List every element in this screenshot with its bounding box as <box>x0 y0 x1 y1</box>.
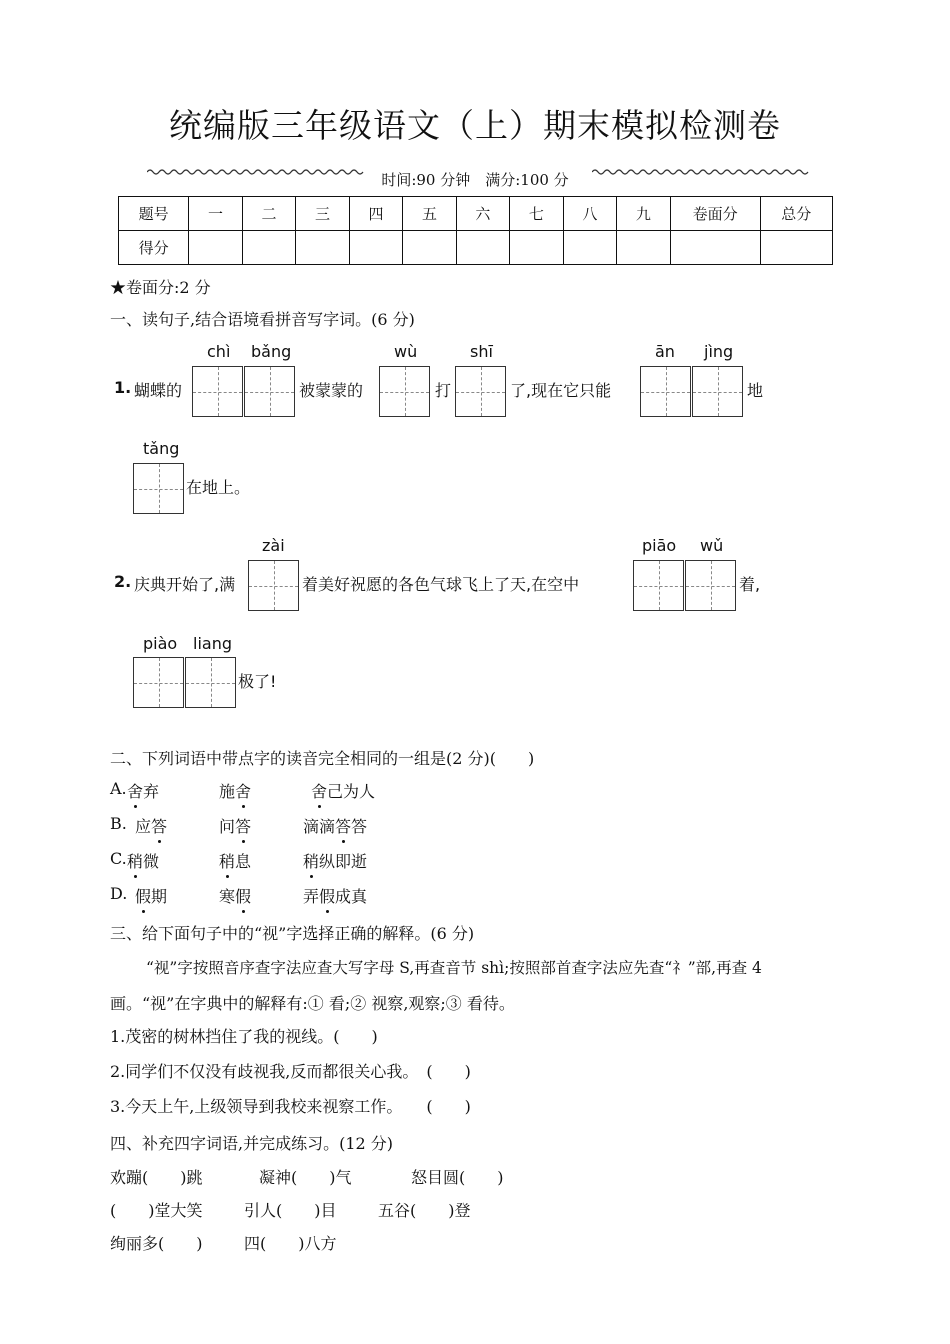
header-cell: 七 <box>510 197 563 231</box>
score-cell[interactable] <box>617 231 670 265</box>
writing-box[interactable] <box>692 366 743 417</box>
header-cell: 八 <box>563 197 616 231</box>
score-table-score-row <box>119 231 833 265</box>
pinyin: shī <box>470 342 493 361</box>
option-label: C. <box>110 849 127 868</box>
exam-info: 时间:90 分钟 满分:100 分 <box>381 171 569 189</box>
sentence-text: 在地上。 <box>186 478 251 497</box>
pinyin: piào <box>143 634 178 653</box>
dotted-char: 稍 <box>303 849 319 872</box>
score-table <box>118 196 833 265</box>
writing-box[interactable] <box>192 366 243 417</box>
option-word: 稍息 <box>219 849 251 872</box>
pinyin: wǔ <box>700 536 724 555</box>
pinyin: liang <box>193 634 232 653</box>
dotted-char: 答 <box>235 814 251 837</box>
score-cell[interactable] <box>760 231 832 265</box>
option-word: 寒假 <box>219 884 251 907</box>
option-word: 舍弃 <box>127 779 159 802</box>
sentence-number: 1. <box>114 378 132 397</box>
header-cell: 三 <box>296 197 349 231</box>
page-title: 统编版三年级语文（上）期末模拟检测卷 <box>169 106 781 145</box>
sentence-text: 着美好祝愿的各色气球飞上了天,在空中 <box>302 575 580 594</box>
score-cell[interactable] <box>189 231 242 265</box>
idiom-blank[interactable]: 欢蹦( )跳 <box>110 1168 203 1187</box>
score-cell[interactable] <box>456 231 509 265</box>
writing-box[interactable] <box>633 560 684 611</box>
dotted-char: 舍 <box>311 779 327 802</box>
option-c[interactable] <box>110 849 127 868</box>
header-cell: 总分 <box>760 197 832 231</box>
pinyin: jìng <box>704 342 734 361</box>
score-table-header-row <box>119 197 833 231</box>
sentence-text: 打 <box>435 381 452 400</box>
dotted-char: 稍 <box>127 849 143 872</box>
score-cell[interactable] <box>296 231 349 265</box>
dotted-char: 假 <box>235 884 251 907</box>
option-word: 弄假成真 <box>303 884 367 907</box>
idiom-blank[interactable]: 引人( )目 <box>244 1201 337 1220</box>
dotted-char: 答 <box>151 814 167 837</box>
writing-box[interactable] <box>379 366 430 417</box>
idiom-blank[interactable]: 怒目圆( ) <box>411 1168 504 1187</box>
pinyin: tǎng <box>143 439 180 458</box>
row-label: 得分 <box>119 231 189 265</box>
option-word: 舍己为人 <box>311 779 375 802</box>
dotted-char: 舍 <box>127 779 143 802</box>
pinyin: wù <box>394 342 418 361</box>
option-b[interactable] <box>110 814 127 833</box>
writing-box[interactable] <box>685 560 736 611</box>
score-cell[interactable] <box>510 231 563 265</box>
header-cell: 题号 <box>119 197 189 231</box>
writing-box[interactable] <box>133 463 184 514</box>
pinyin: piāo <box>642 536 677 555</box>
q3-heading: 三、给下面句子中的“视”字选择正确的解释。(6 分) <box>110 924 475 943</box>
dotted-char: 答 <box>335 814 351 837</box>
score-cell[interactable] <box>563 231 616 265</box>
sentence-text: 庆典开始了,满 <box>134 575 236 594</box>
q2-heading: 二、下列词语中带点字的读音完全相同的一组是(2 分)( ) <box>110 749 535 768</box>
pinyin: ān <box>655 342 675 361</box>
idiom-blank[interactable]: 绚丽多( ) <box>110 1234 203 1253</box>
pinyin: zài <box>262 536 285 555</box>
option-word: 施舍 <box>219 779 251 802</box>
score-cell[interactable] <box>349 231 402 265</box>
score-cell[interactable] <box>242 231 295 265</box>
sentence-text: 地 <box>747 381 764 400</box>
sentence-text: 了,现在它只能 <box>510 381 612 400</box>
idiom-blank[interactable]: 五谷( )登 <box>378 1201 471 1220</box>
option-label: A. <box>110 779 127 798</box>
option-word: 问答 <box>219 814 251 837</box>
decorative-wave-right <box>592 166 812 178</box>
dotted-char: 舍 <box>235 779 251 802</box>
option-word: 假期 <box>135 884 167 907</box>
option-d[interactable] <box>110 884 127 903</box>
option-label: B. <box>110 814 127 833</box>
neatness-note: ★卷面分:2 分 <box>110 278 211 297</box>
dotted-char: 假 <box>135 884 151 907</box>
header-cell: 卷面分 <box>670 197 760 231</box>
q3-item: 2.同学们不仅没有歧视我,反而都很关心我。 ( ) <box>110 1062 471 1081</box>
q3-item: 1.茂密的树林挡住了我的视线。( ) <box>110 1027 378 1046</box>
idiom-blank[interactable]: 凝神( )气 <box>259 1168 352 1187</box>
header-cell: 一 <box>189 197 242 231</box>
writing-box[interactable] <box>455 366 506 417</box>
sentence-number: 2. <box>114 572 132 591</box>
option-word: 稍微 <box>127 849 159 872</box>
score-cell[interactable] <box>403 231 456 265</box>
dotted-char: 假 <box>319 884 335 907</box>
score-cell[interactable] <box>670 231 760 265</box>
sentence-text: 极了! <box>238 672 277 691</box>
sentence-text: 着, <box>739 575 761 594</box>
sentence-text: 被蒙蒙的 <box>299 381 364 400</box>
writing-box[interactable] <box>640 366 691 417</box>
writing-box[interactable] <box>244 366 295 417</box>
pinyin: bǎng <box>251 342 292 361</box>
header-cell: 六 <box>456 197 509 231</box>
writing-box[interactable] <box>185 657 236 708</box>
option-label: D. <box>110 884 128 903</box>
header-cell: 四 <box>349 197 402 231</box>
header-cell: 二 <box>242 197 295 231</box>
q3-paragraph: “视”字按照音序查字法应查大写字母 S,再查音节 shì;按照部首查字法应先查“礻”部,再查 4 <box>146 959 762 977</box>
option-word: 应答 <box>135 814 167 837</box>
pinyin: chì <box>207 342 231 361</box>
q4-heading: 四、补充四字词语,并完成练习。(12 分) <box>110 1134 394 1153</box>
writing-box[interactable] <box>133 657 184 708</box>
idiom-blank[interactable]: ( )堂大笑 <box>110 1201 203 1220</box>
q1-heading: 一、读句子,结合语境看拼音写字词。(6 分) <box>110 310 415 329</box>
option-a[interactable] <box>110 779 127 798</box>
option-word: 滴滴答答 <box>303 814 367 837</box>
sentence-text: 蝴蝶的 <box>134 381 183 400</box>
header-cell: 九 <box>617 197 670 231</box>
q3-paragraph: 画。“视”在字典中的解释有:① 看;② 视察,观察;③ 看待。 <box>110 994 515 1013</box>
option-word: 稍纵即逝 <box>303 849 367 872</box>
header-cell: 五 <box>403 197 456 231</box>
dotted-char: 稍 <box>219 849 235 872</box>
q3-item: 3.今天上午,上级领导到我校来视察工作。 ( ) <box>110 1097 471 1116</box>
writing-box[interactable] <box>248 560 299 611</box>
idiom-blank[interactable]: 四( )八方 <box>244 1234 337 1253</box>
